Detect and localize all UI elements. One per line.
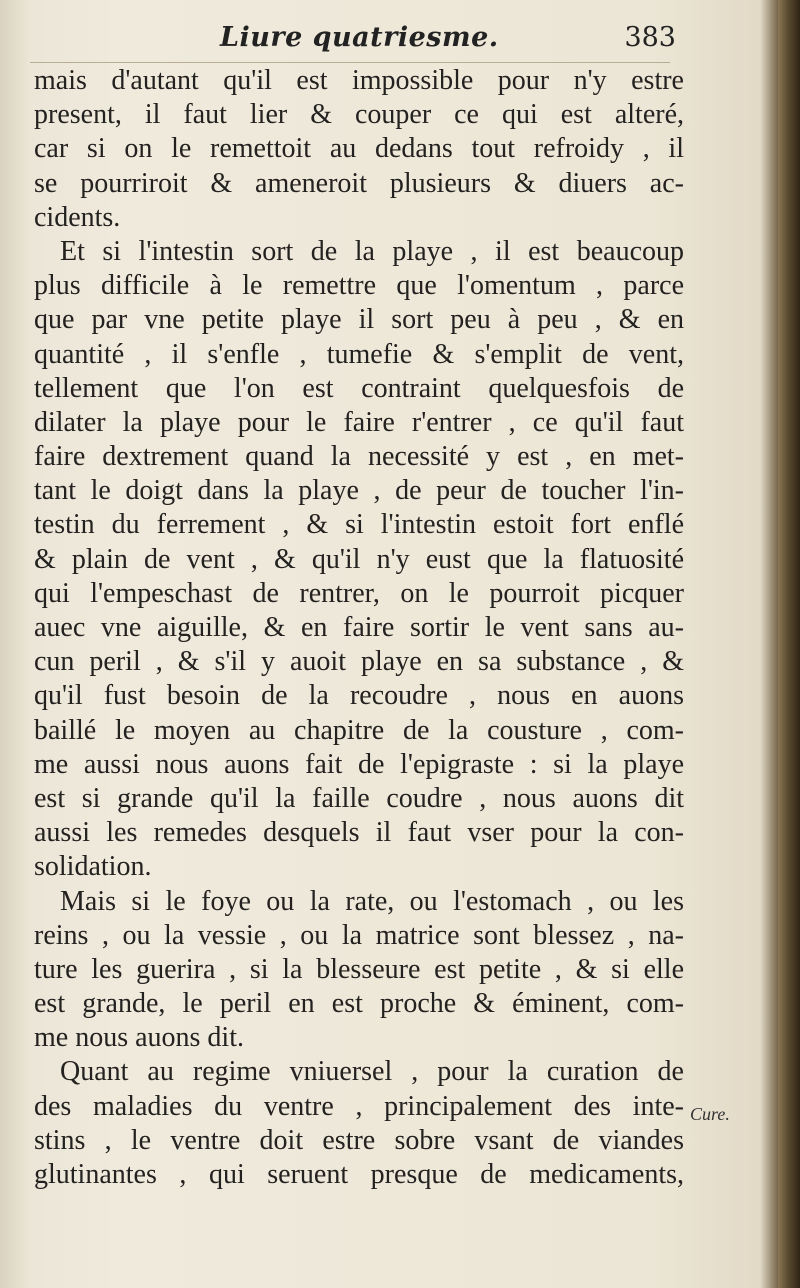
- page-header: [30, 18, 676, 63]
- text-line: Et si l'intestin sort de la playe , il est beaucoup: [60, 235, 684, 267]
- text-line: aussi les remedes desquels il faut vser pour la con-: [34, 817, 684, 849]
- text-line: qui l'empeschast de rentrer, on le pourroit picquer: [34, 577, 684, 609]
- text-line: plus difficile à le remettre que l'omentum , parce: [34, 270, 684, 302]
- text-line: glutinantes , qui seruent presque de medicaments,: [34, 1159, 684, 1190]
- text-line: me nous auons dit.: [34, 1022, 244, 1054]
- text-line: testin du ferrement , & si l'intestin estoit fort enflé: [34, 509, 684, 541]
- body-text: [34, 64, 684, 1192]
- text-line: cidents.: [34, 201, 121, 233]
- text-line: est grande, le peril en est proche & éminent, com-: [34, 988, 684, 1020]
- text-line: baillé le moyen au chapitre de la cousture , com-: [34, 714, 684, 746]
- text-line: tant le doigt dans la playe , de peur de toucher l'in-: [34, 475, 684, 507]
- text-line: Quant au regime vniuersel , pour la curation de: [60, 1056, 684, 1088]
- text-line: tellement que l'on est contraint quelquesfois de: [34, 372, 684, 404]
- text-line: auec vne aiguille, & en faire sortir le vent sans au-: [34, 612, 684, 643]
- text-line: solidation.: [34, 851, 152, 883]
- text-line: car si on le remettoit au dedans tout refroidy , il: [34, 133, 684, 165]
- page-number: 383: [624, 22, 676, 53]
- text-line: & plain de vent , & qu'il n'y eust que la flatuosité: [34, 543, 684, 575]
- text-line: des maladies du ventre , principalement des inte-: [34, 1090, 684, 1122]
- text-line: present, il faut lier & couper ce qui est alteré,: [34, 99, 684, 131]
- text-line: stins , le ventre doit estre sobre vsant de viandes: [34, 1124, 684, 1156]
- text-line: faire dextrement quand la necessité y est , en met-: [34, 441, 684, 473]
- text-line: quantité , il s'enfle , tumefie & s'emplit de vent,: [34, 338, 684, 370]
- running-title: Liure quatriesme.: [220, 22, 499, 53]
- text-line: que par vne petite playe il sort peu à peu , & en: [34, 304, 684, 336]
- text-line: Mais si le foye ou la rate, ou l'estomach , ou les: [60, 885, 684, 917]
- marginal-note: Cure.: [690, 1104, 730, 1124]
- text-line: mais d'autant qu'il est impossible pour n'y estre: [34, 65, 684, 96]
- text-line: se pourriroit & ameneroit plusieurs & diuers ac-: [34, 167, 684, 199]
- text-line: est si grande qu'il la faille coudre , nous auons dit: [34, 782, 684, 814]
- text-line: qu'il fust besoin de la recoudre , nous en auons: [34, 680, 684, 712]
- text-line: dilater la playe pour le faire r'entrer , ce qu'il faut: [34, 406, 684, 438]
- page-gutter-fold: [778, 0, 800, 1288]
- text-line: me aussi nous auons fait de l'epigraste : si la playe: [34, 748, 684, 780]
- text-line: reins , ou la vessie , ou la matrice sont blessez , na-: [34, 919, 684, 951]
- text-line: ture les guerira , si la blesseure est petite , & si elle: [34, 953, 684, 985]
- text-line: cun peril , & s'il y auoit playe en sa substance , &: [34, 646, 684, 678]
